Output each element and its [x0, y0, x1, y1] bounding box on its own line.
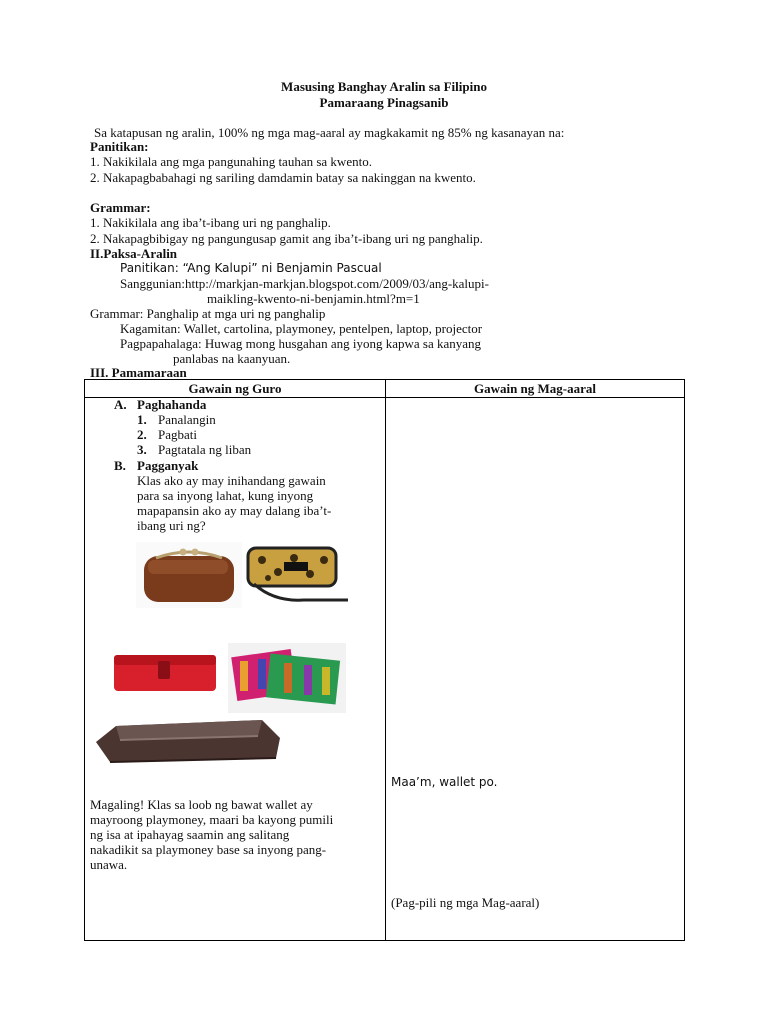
section-a-title: Paghahanda	[137, 397, 207, 412]
paksa-sanggunian-line-1: Sanggunian:http://markjan-markjan.blogspot.com/2009/03/ang-kalupi-	[120, 276, 489, 291]
a-item-2-num: 2.	[137, 427, 147, 442]
teacher-followup-line-5: unawa.	[90, 857, 128, 872]
paksa-pagpapahalaga-line-1: Pagpapahalaga: Huwag mong husgahan ang iyong kapwa sa kanyang	[120, 336, 482, 351]
a-item-3-text: Pagtatala ng liban	[158, 442, 252, 457]
paksa-grammar-line: Grammar: Panghalip at mga uri ng panghalip	[90, 306, 326, 321]
a-item-1-num: 1.	[137, 412, 147, 427]
woven-colorful-wallet-image	[228, 643, 346, 713]
b-text-line-2: para sa inyong lahat, kung inyong	[137, 488, 314, 503]
paksa-sanggunian-line-2: maikling-kwento-ni-benjamin.html?m=1	[207, 291, 420, 306]
paksa-heading: II.Paksa-Aralin	[90, 246, 178, 261]
a-item-3-num: 3.	[137, 442, 147, 457]
document-title: Masusing Banghay Aralin sa Filipino	[281, 79, 487, 94]
panitikan-item-2: 2. Nakapagbabahagi ng sariling damdamin batay sa nakinggan na kwento.	[90, 170, 476, 185]
b-text-line-1: Klas ako ay may inihandang gawain	[137, 473, 326, 488]
grammar-heading: Grammar:	[90, 200, 151, 215]
teacher-followup-line-2: mayroong playmoney, maari ba kayong pumili	[90, 812, 334, 827]
teacher-followup-line-1: Magaling! Klas sa loob ng bawat wallet ay	[90, 797, 313, 812]
a-item-2-text: Pagbati	[158, 427, 197, 442]
section-a-letter: A.	[114, 397, 127, 412]
panitikan-heading: Panitikan:	[90, 139, 149, 154]
student-answer-1: Maa’m, wallet po.	[391, 775, 498, 789]
column-header-teacher: Gawain ng Guro	[188, 381, 282, 396]
panitikan-item-1: 1. Nakikilala ang mga pangunahing tauhan sa kwento.	[90, 154, 372, 169]
red-clutch-image	[108, 631, 222, 709]
b-text-line-4: ibang uri ng?	[137, 518, 206, 533]
objective-intro: Sa katapusan ng aralin, 100% ng mga mag-aaral ay magkakamit ng 85% ng kasanayan na:	[94, 125, 565, 140]
a-item-1-text: Panalangin	[158, 412, 216, 427]
column-divider	[385, 380, 386, 940]
grammar-item-2: 2. Nakapagbibigay ng pangungusap gamit ang iba’t-ibang uri ng panghalip.	[90, 231, 483, 246]
leopard-wristlet-image	[244, 544, 352, 606]
paksa-kagamitan-line: Kagamitan: Wallet, cartolina, playmoney, pentelpen, laptop, projector	[120, 321, 483, 336]
column-header-student: Gawain ng Mag-aaral	[473, 381, 597, 396]
student-answer-2: (Pag-pili ng mga Mag-aaral)	[391, 895, 540, 910]
brown-clasp-purse-image	[136, 542, 242, 608]
grammar-item-1: 1. Nakikilala ang iba’t-ibang uri ng panghalip.	[90, 215, 331, 230]
teacher-followup-line-4: nakadikit sa playmoney base sa inyong pang-	[90, 842, 327, 857]
section-b-letter: B.	[114, 458, 126, 473]
pamamaraan-heading: III. Pamamaraan	[90, 365, 187, 380]
document-subtitle: Pamaraang Pinagsanib	[319, 95, 449, 110]
section-b-title: Pagganyak	[137, 458, 199, 473]
b-text-line-3: mapapansin ako ay may dalang iba’t-	[137, 503, 332, 518]
paksa-pagpapahalaga-line-2: panlabas na kaanyuan.	[173, 351, 291, 366]
paksa-panitikan-line: Panitikan: “Ang Kalupi” ni Benjamin Pascual	[120, 261, 382, 275]
teacher-followup-line-3: ng isa at ipahayag saamin ang salitang	[90, 827, 290, 842]
dark-brown-long-wallet-image	[90, 714, 286, 768]
